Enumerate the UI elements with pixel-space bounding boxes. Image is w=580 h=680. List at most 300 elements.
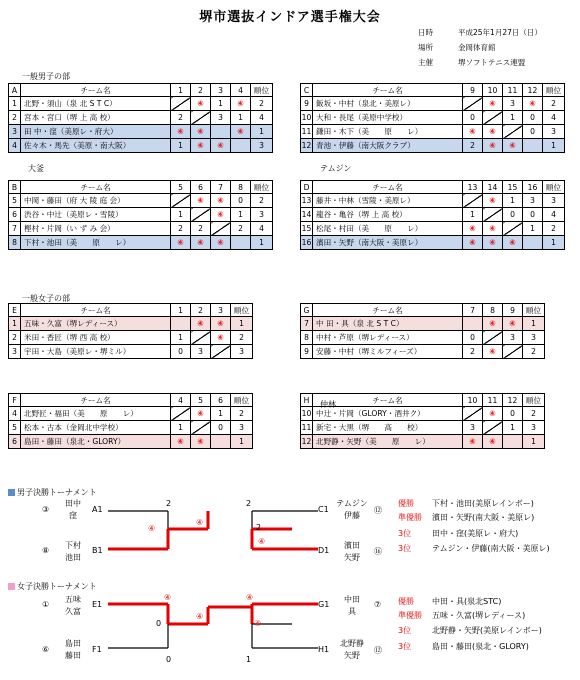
women-left1-slot: E1 bbox=[92, 600, 103, 609]
score-cell: ④ bbox=[211, 331, 231, 345]
table-row bbox=[301, 97, 565, 111]
rank-header: 順位 bbox=[251, 84, 273, 97]
rank-cell: 2 bbox=[251, 97, 273, 111]
score-cell: ④ bbox=[171, 125, 191, 139]
column-number-header: 8 bbox=[231, 181, 251, 194]
score-cell: 0 bbox=[463, 331, 483, 345]
rank-header: 順位 bbox=[543, 84, 565, 97]
blue-square-icon bbox=[8, 489, 15, 496]
women-score-e1: ④ bbox=[164, 593, 172, 602]
team-name: 田 中・窪（美原レ・府大） bbox=[21, 125, 171, 139]
women-score-f1: 0 bbox=[166, 655, 172, 664]
men-section-label: 一般男子の部 bbox=[22, 72, 70, 81]
women-result-2: 準優勝 五味・久富(堺レディース) bbox=[398, 611, 526, 620]
rank-cell: 2 bbox=[543, 222, 565, 236]
column-number-header: 10 bbox=[483, 84, 503, 97]
score-cell: 0 bbox=[523, 125, 543, 139]
score-cell: 2 bbox=[463, 345, 483, 359]
team-name: 米田・香匠（堺 西 高 校） bbox=[21, 331, 171, 345]
women-right1-seed: ⑦ bbox=[374, 600, 382, 609]
group-h-sublabel: 仲林 bbox=[320, 400, 336, 409]
table-header-row bbox=[9, 84, 273, 97]
score-cell: ④ bbox=[523, 97, 543, 111]
entry-number: 8 bbox=[9, 236, 21, 250]
table-row bbox=[9, 236, 273, 250]
men-right2-seed: ⑯ bbox=[374, 547, 382, 556]
team-name: 中辻・片岡（GLORY・酒井ク） bbox=[313, 407, 463, 421]
group-f-table bbox=[8, 393, 253, 449]
men-right1-seed: ⑫ bbox=[374, 506, 382, 515]
women-right1-name2: 具 bbox=[348, 607, 356, 616]
rank-cell: 1 bbox=[523, 317, 545, 331]
score-cell: 1 bbox=[171, 331, 191, 345]
score-cell: 2 bbox=[463, 139, 483, 153]
column-number-header: 7 bbox=[463, 304, 483, 317]
women-result-1: 優勝 中田・具(泉北STC) bbox=[398, 597, 502, 606]
group-letter: F bbox=[9, 394, 21, 407]
rank-cell: 2 bbox=[523, 407, 545, 421]
score-cell: ④ bbox=[191, 435, 211, 449]
column-number-header: 4 bbox=[171, 394, 191, 407]
column-number-header: 1 bbox=[171, 304, 191, 317]
table-row bbox=[301, 317, 545, 331]
rank-cell: 3 bbox=[251, 139, 273, 153]
score-cell: ④ bbox=[483, 139, 503, 153]
diagonal-cell bbox=[211, 222, 231, 236]
women-left2-name1: 島田 bbox=[65, 639, 81, 648]
men-score-final-left: ④ bbox=[196, 518, 204, 527]
group-letter: G bbox=[301, 304, 313, 317]
women-left1-seed: ① bbox=[42, 600, 50, 609]
table-row bbox=[301, 139, 565, 153]
women-section-label: 一般女子の部 bbox=[22, 294, 70, 303]
table-header-row bbox=[301, 304, 545, 317]
team-name: 飯坂・中村（泉北・美原レ） bbox=[313, 97, 463, 111]
table-row bbox=[9, 125, 273, 139]
men-left1-name2: 窪 bbox=[69, 511, 77, 520]
entry-number: 7 bbox=[9, 222, 21, 236]
rank-cell: 3 bbox=[543, 125, 565, 139]
women-right2-name1: 北野静 bbox=[340, 639, 364, 648]
diagonal-cell bbox=[171, 97, 191, 111]
score-cell: 0 bbox=[171, 345, 191, 359]
score-cell: 0 bbox=[211, 421, 231, 435]
entry-number: 15 bbox=[301, 222, 313, 236]
men-left2-seed: ⑧ bbox=[42, 546, 50, 555]
column-number-header: 12 bbox=[523, 84, 543, 97]
men-left2-name1: 下村 bbox=[65, 541, 81, 550]
table-row bbox=[301, 435, 545, 449]
score-cell: 1 bbox=[211, 407, 231, 421]
table-row bbox=[9, 407, 253, 421]
entry-number: 10 bbox=[301, 407, 313, 421]
table-header-row bbox=[9, 394, 253, 407]
table-row bbox=[9, 208, 273, 222]
table-row bbox=[9, 331, 253, 345]
table-row bbox=[301, 331, 545, 345]
score-cell: ④ bbox=[171, 435, 191, 449]
diagonal-cell bbox=[523, 236, 543, 250]
score-cell: 3 bbox=[503, 97, 523, 111]
score-cell: 2 bbox=[171, 222, 191, 236]
score-cell: 2 bbox=[231, 222, 251, 236]
men-tournament-legend: 男子決勝トーナメント bbox=[8, 487, 97, 498]
entry-number: 7 bbox=[301, 317, 313, 331]
entry-number: 3 bbox=[9, 345, 21, 359]
diagonal-cell bbox=[231, 139, 251, 153]
score-cell: ④ bbox=[503, 317, 523, 331]
team-name: 新宅・大黒（堺 高 校） bbox=[313, 421, 463, 435]
rank-cell: 3 bbox=[523, 421, 545, 435]
women-left2-seed: ⑥ bbox=[42, 645, 50, 654]
diagonal-cell bbox=[463, 97, 483, 111]
group-letter: H bbox=[301, 394, 313, 407]
score-cell: 1 bbox=[171, 421, 191, 435]
rank-cell: 4 bbox=[251, 222, 273, 236]
diagonal-cell bbox=[503, 222, 523, 236]
team-name: 北野・須山（泉 北 S T C） bbox=[21, 97, 171, 111]
table-header-row bbox=[9, 181, 273, 194]
men-right2-name1: 濱田 bbox=[344, 541, 360, 550]
column-number-header: 13 bbox=[463, 181, 483, 194]
entry-number: 1 bbox=[9, 317, 21, 331]
team-name: 中岡・藤田（府 大 陵 庭 会） bbox=[21, 194, 171, 208]
diagonal-cell bbox=[463, 407, 483, 421]
score-cell: 0 bbox=[463, 111, 483, 125]
women-score-semi-right: ④ bbox=[254, 619, 262, 628]
column-number-header: 16 bbox=[523, 181, 543, 194]
score-cell: 1 bbox=[231, 208, 251, 222]
column-number-header: 2 bbox=[191, 304, 211, 317]
group-a-table bbox=[8, 83, 273, 153]
men-right2-slot: D1 bbox=[318, 546, 330, 555]
rank-cell: 2 bbox=[231, 331, 253, 345]
group-letter: D bbox=[301, 181, 313, 194]
rank-cell: 3 bbox=[231, 421, 253, 435]
table-row bbox=[301, 222, 565, 236]
score-cell: ④ bbox=[483, 317, 503, 331]
men-right1-name2: 伊藤 bbox=[344, 511, 360, 520]
column-number-header: 6 bbox=[211, 394, 231, 407]
table-row bbox=[9, 139, 273, 153]
team-name: 青池・伊藤（南大阪クラブ） bbox=[313, 139, 463, 153]
table-row bbox=[301, 194, 565, 208]
rank-cell: 4 bbox=[251, 111, 273, 125]
score-cell: 1 bbox=[503, 194, 523, 208]
score-cell: ④ bbox=[191, 125, 211, 139]
table-row bbox=[9, 97, 273, 111]
women-score-h1: 1 bbox=[246, 655, 252, 664]
diagonal-cell bbox=[211, 345, 231, 359]
column-number-header: 6 bbox=[191, 181, 211, 194]
score-cell: ④ bbox=[231, 125, 251, 139]
diagonal-cell bbox=[503, 125, 523, 139]
team-header: チーム名 bbox=[21, 84, 171, 97]
team-header: チーム名 bbox=[313, 394, 463, 407]
score-cell: ④ bbox=[211, 194, 231, 208]
rank-cell: 2 bbox=[523, 345, 545, 359]
table-row bbox=[301, 111, 565, 125]
men-result-3a: 3位 田中・窪(美原レ・府大) bbox=[398, 529, 519, 538]
diagonal-cell bbox=[231, 236, 251, 250]
group-d-table bbox=[300, 180, 565, 250]
group-h-table bbox=[300, 393, 545, 449]
diagonal-cell bbox=[503, 345, 523, 359]
women-right2-slot: H1 bbox=[318, 645, 330, 654]
table-header-row bbox=[9, 304, 253, 317]
team-name: 藤井・中林（雪陵・美原レ） bbox=[313, 194, 463, 208]
entry-number: 5 bbox=[9, 194, 21, 208]
score-cell: ④ bbox=[463, 125, 483, 139]
diagonal-cell bbox=[503, 435, 523, 449]
score-cell: ④ bbox=[191, 236, 211, 250]
diagonal-cell bbox=[171, 194, 191, 208]
table-row bbox=[301, 407, 545, 421]
score-cell: ④ bbox=[231, 97, 251, 111]
table-header-row bbox=[301, 181, 565, 194]
column-number-header: 3 bbox=[211, 304, 231, 317]
score-cell: ④ bbox=[191, 407, 211, 421]
group-c-table bbox=[300, 83, 565, 153]
pink-square-icon bbox=[8, 583, 15, 590]
info-date: 日時 平成25年1月27日（日） bbox=[418, 28, 542, 37]
team-name: 濱田・矢野（南大阪・美原レ） bbox=[313, 236, 463, 250]
score-cell: ④ bbox=[191, 97, 211, 111]
rank-cell: 1 bbox=[543, 236, 565, 250]
rank-cell: 3 bbox=[543, 194, 565, 208]
group-letter: A bbox=[9, 84, 21, 97]
table-header-row bbox=[301, 84, 565, 97]
women-tournament-legend: 女子決勝トーナメント bbox=[8, 581, 97, 592]
rank-header: 順位 bbox=[523, 304, 545, 317]
women-left1-name2: 久富 bbox=[65, 607, 81, 616]
table-row bbox=[301, 345, 545, 359]
info-organizer: 主催 堺ソフトテニス連盟 bbox=[418, 58, 526, 67]
score-cell: 3 bbox=[523, 194, 543, 208]
diagonal-cell bbox=[483, 331, 503, 345]
column-number-header: 3 bbox=[211, 84, 231, 97]
men-left1-slot: A1 bbox=[92, 505, 103, 514]
score-cell: ④ bbox=[503, 139, 523, 153]
team-name: 松本・古本（金岡北中学校） bbox=[21, 421, 171, 435]
score-cell: 3 bbox=[463, 421, 483, 435]
team-name: 五味・久富（堺レディース） bbox=[21, 317, 171, 331]
diagonal-cell bbox=[171, 407, 191, 421]
score-cell: 0 bbox=[503, 208, 523, 222]
men-right1-slot: C1 bbox=[318, 505, 329, 514]
team-header: チーム名 bbox=[21, 181, 171, 194]
team-name: 宇田・大島（美原レ・堺ミル） bbox=[21, 345, 171, 359]
diagonal-cell bbox=[211, 125, 231, 139]
column-number-header: 5 bbox=[191, 394, 211, 407]
score-cell: 0 bbox=[231, 194, 251, 208]
women-score-final-left: ④ bbox=[196, 612, 204, 621]
score-cell: ④ bbox=[483, 97, 503, 111]
entry-number: 6 bbox=[9, 435, 21, 449]
entry-number: 9 bbox=[301, 345, 313, 359]
column-number-header: 1 bbox=[171, 84, 191, 97]
group-a-sublabel: 大釜 bbox=[28, 164, 44, 173]
entry-number: 4 bbox=[9, 407, 21, 421]
column-number-header: 12 bbox=[503, 394, 523, 407]
table-row bbox=[9, 317, 253, 331]
group-letter: B bbox=[9, 181, 21, 194]
entry-number: 1 bbox=[9, 97, 21, 111]
column-number-header: 9 bbox=[503, 304, 523, 317]
women-score-semi-left: 0 bbox=[156, 619, 162, 628]
entry-number: 6 bbox=[9, 208, 21, 222]
score-cell: ④ bbox=[483, 125, 503, 139]
women-left1-name1: 五味 bbox=[65, 595, 81, 604]
score-cell: 2 bbox=[171, 111, 191, 125]
team-name: 北野匠・福田（美 原 レ） bbox=[21, 407, 171, 421]
entry-number: 10 bbox=[301, 111, 313, 125]
team-name: 宮本・宮口（堺 上 高 校） bbox=[21, 111, 171, 125]
entry-number: 2 bbox=[9, 111, 21, 125]
page-title: 堺市選抜インドア選手権大会 bbox=[199, 10, 381, 25]
score-cell: 0 bbox=[523, 208, 543, 222]
men-left1-seed: ③ bbox=[42, 505, 50, 514]
score-cell: ④ bbox=[463, 222, 483, 236]
column-number-header: 4 bbox=[231, 84, 251, 97]
score-cell: ④ bbox=[191, 139, 211, 153]
table-row bbox=[9, 435, 253, 449]
score-cell: ④ bbox=[483, 345, 503, 359]
women-result-3a: 3位 北野静・矢野(美原レインボー) bbox=[398, 626, 542, 635]
rank-cell: 4 bbox=[543, 208, 565, 222]
team-name: 安藤・中村（堺ミルフィーズ） bbox=[313, 345, 463, 359]
team-name: 島田・藤田（泉北・GLORY） bbox=[21, 435, 171, 449]
table-row bbox=[9, 194, 273, 208]
score-cell: 0 bbox=[503, 407, 523, 421]
score-cell: ④ bbox=[483, 222, 503, 236]
column-number-header: 10 bbox=[463, 394, 483, 407]
women-result-3b: 3位 島田・藤田(泉北・GLORY) bbox=[398, 642, 529, 651]
score-cell: ④ bbox=[171, 236, 191, 250]
team-header: チーム名 bbox=[313, 304, 463, 317]
rank-header: 順位 bbox=[231, 394, 253, 407]
men-right1-name1: テムジン bbox=[336, 499, 368, 508]
score-cell: ④ bbox=[191, 194, 211, 208]
table-row bbox=[9, 421, 253, 435]
entry-number: 13 bbox=[301, 194, 313, 208]
team-header: チーム名 bbox=[21, 394, 171, 407]
team-header: チーム名 bbox=[313, 84, 463, 97]
diagonal-cell bbox=[191, 421, 211, 435]
diagonal-cell bbox=[483, 421, 503, 435]
score-cell: 3 bbox=[503, 331, 523, 345]
women-score-g1: ④ bbox=[246, 593, 254, 602]
men-score-d1: ④ bbox=[258, 537, 266, 546]
group-e-table bbox=[8, 303, 253, 359]
column-number-header: 15 bbox=[503, 181, 523, 194]
score-cell: 3 bbox=[191, 345, 211, 359]
entry-number: 3 bbox=[9, 125, 21, 139]
diagonal-cell bbox=[523, 139, 543, 153]
women-right2-seed: ⑫ bbox=[374, 646, 382, 655]
diagonal-cell bbox=[211, 435, 231, 449]
team-header: チーム名 bbox=[313, 181, 463, 194]
score-cell: 1 bbox=[171, 139, 191, 153]
rank-cell: 3 bbox=[523, 331, 545, 345]
score-cell: ④ bbox=[191, 317, 211, 331]
info-venue: 場所 金岡体育館 bbox=[418, 43, 496, 52]
rank-cell: 2 bbox=[251, 194, 273, 208]
column-number-header: 7 bbox=[211, 181, 231, 194]
team-name: 松尾・村田（美 原 レ） bbox=[313, 222, 463, 236]
team-name: 鎌田・木下（美 原 レ） bbox=[313, 125, 463, 139]
group-letter: C bbox=[301, 84, 313, 97]
group-g-table bbox=[300, 303, 545, 359]
table-row bbox=[301, 236, 565, 250]
rank-cell: 3 bbox=[251, 208, 273, 222]
score-cell: ④ bbox=[483, 407, 503, 421]
entry-number: 12 bbox=[301, 435, 313, 449]
score-cell: ④ bbox=[211, 317, 231, 331]
rank-cell: 1 bbox=[231, 435, 253, 449]
rank-header: 順位 bbox=[543, 181, 565, 194]
team-name: 龍谷・亀谷（堺 上 高 校） bbox=[313, 208, 463, 222]
column-number-header: 11 bbox=[503, 84, 523, 97]
rank-cell: 3 bbox=[231, 345, 253, 359]
men-left2-slot: B1 bbox=[92, 546, 103, 555]
entry-number: 11 bbox=[301, 125, 313, 139]
team-name: 下村・池田（美 原 レ） bbox=[21, 236, 171, 250]
score-cell: 1 bbox=[503, 111, 523, 125]
score-cell: ④ bbox=[483, 435, 503, 449]
men-score-b1: ④ bbox=[148, 524, 156, 533]
rank-cell: 1 bbox=[543, 139, 565, 153]
women-left2-name2: 藤田 bbox=[65, 651, 81, 660]
rank-cell: 1 bbox=[231, 317, 253, 331]
table-header-row bbox=[301, 394, 545, 407]
team-name: 中村・芦原（堺レディース） bbox=[313, 331, 463, 345]
men-score-a1: 2 bbox=[166, 499, 172, 508]
team-name: 大和・長尾（美原中学校） bbox=[313, 111, 463, 125]
rank-header: 順位 bbox=[523, 394, 545, 407]
table-row bbox=[9, 111, 273, 125]
diagonal-cell bbox=[483, 111, 503, 125]
entry-number: 14 bbox=[301, 208, 313, 222]
men-result-1: 優勝 下村・池田(美原レインボー) bbox=[398, 499, 534, 508]
score-cell: ④ bbox=[211, 139, 231, 153]
score-cell: 0 bbox=[523, 111, 543, 125]
score-cell: ④ bbox=[463, 236, 483, 250]
men-result-3b: 3位 テムジン・伊藤(南大阪・美原レ) bbox=[398, 544, 550, 553]
table-row bbox=[9, 222, 273, 236]
team-name: 佐々木・馬先（美原・南大阪） bbox=[21, 139, 171, 153]
score-cell: 1 bbox=[463, 208, 483, 222]
team-name: 渋谷・中辻（美原レ・雪陵） bbox=[21, 208, 171, 222]
team-name: 北野静・矢野（美 原 レ） bbox=[313, 435, 463, 449]
women-right2-name2: 矢野 bbox=[344, 651, 360, 660]
diagonal-cell bbox=[191, 111, 211, 125]
team-name: 中 田・具（泉 北 S T C） bbox=[313, 317, 463, 331]
table-row bbox=[9, 345, 253, 359]
entry-number: 2 bbox=[9, 331, 21, 345]
entry-number: 9 bbox=[301, 97, 313, 111]
score-cell: 1 bbox=[503, 421, 523, 435]
rank-cell: 2 bbox=[231, 407, 253, 421]
score-cell: 1 bbox=[211, 97, 231, 111]
diagonal-cell bbox=[463, 317, 483, 331]
diagonal-cell bbox=[483, 208, 503, 222]
column-number-header: 8 bbox=[483, 304, 503, 317]
table-row bbox=[301, 125, 565, 139]
entry-number: 11 bbox=[301, 421, 313, 435]
score-cell: ④ bbox=[463, 435, 483, 449]
diagonal-cell bbox=[191, 331, 211, 345]
